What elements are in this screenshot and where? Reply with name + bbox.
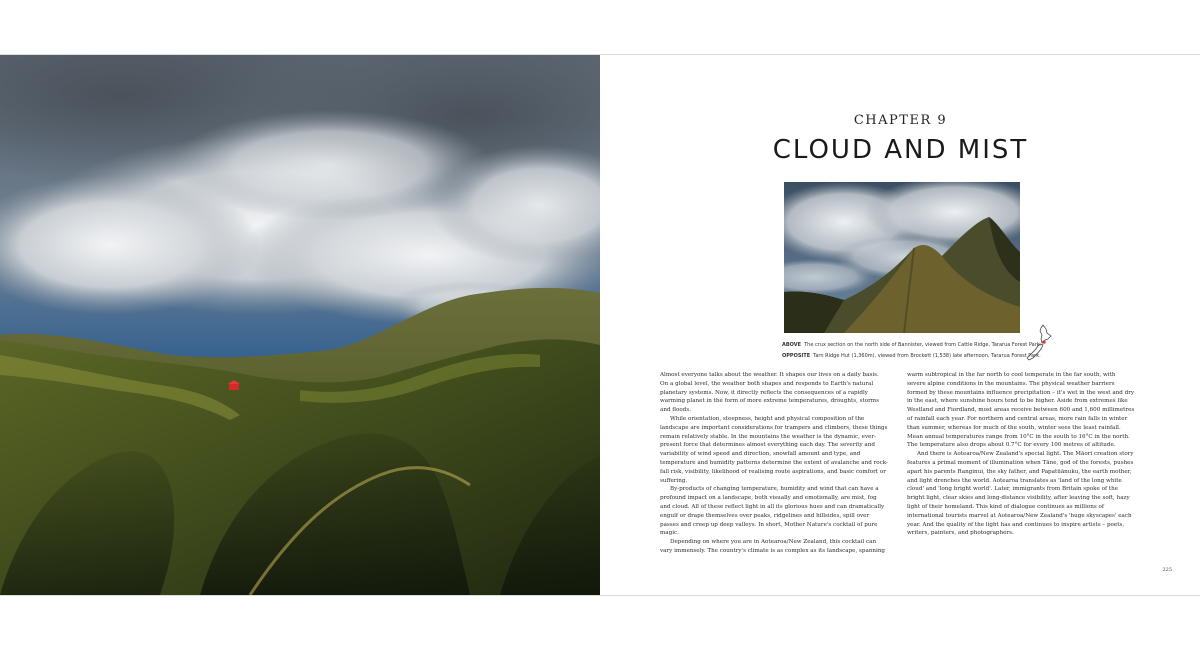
above-photo — [784, 182, 1020, 333]
paragraph: Depending on where you are in Aotearoa/New Zealand, this cocktail can vary immensely. The country's climate is as complex as its landscape, spanning — [660, 539, 886, 554]
caption-above — [782, 340, 1082, 351]
paragraph: Almost everyone talks about the weather. It shapes our lives on a daily basis. On a global level, the weather both shapes and responds to Earth's natural planetary systems. Now, it directly reflects the consequences of a rapidly warming planet in the form of more extreme temperatures, droughts, storms and floods. — [660, 372, 879, 414]
caption-text: Tarn Ridge Hut (1,360m), viewed from Brockett (1,538) late afternoon, Tararua Forest Park. — [813, 353, 1041, 359]
caption-label: ABOVE — [782, 342, 802, 348]
text-page — [601, 55, 1200, 595]
paragraph: By-products of changing temperature, humidity and wind that can have a profound impact on a landscape, both visually and emotionally, are mist, fog and cloud. All of these reflect light in all its glorious hues and can dramatically engulf or drape themselves over peaks, ridgelines and hillsides, spill over passes and creep up deep valleys. In short, Mother Nature's cocktail of pure magic. — [660, 486, 885, 537]
photo-captions — [782, 340, 1082, 362]
mountain-landscape-photo — [0, 55, 600, 595]
mountain-peak-photo — [784, 182, 1020, 333]
book-spread — [0, 54, 1200, 596]
paragraph: And there is Aotearoa/New Zealand's special light. The Māori creation story features a primal moment of illumination when Tāne, god of the forests, pushes apart his parents Ranginui, the sky father, and Papatūānuku, the earth mother, and light drenches the world. Aotearoa translates as 'land of the long white cloud' and 'long bright world'. Later, immigrants from Britain spoke of the bright light, clear skies and long-distance visibility, after leaving the soft, hazy light of their homeland. This kind of dialogue continues as millions of international tourists marvel at Aotearoa/New Zealand's 'huge skyscapes' each year. And the quality of the light has and continues to inspire artists – poets, writers, painters, and photographers. — [907, 451, 1134, 537]
caption-label: OPPOSITE — [782, 353, 811, 359]
paragraph: warm subtropical in the far north to cool temperate in the far south, with severe alpine conditions in the mountains. The physical weather barriers formed by these mountains influence precipitation – it's wet in the west and dry in the east, where sunshine hours tend to be higher. Aside from extremes like Westland and Fiordland, most areas receive between 600 and 1,600 millimetres of rainfall each year. For northern and central areas, more rain falls in winter than summer, whereas for much of the south, winter sees the least rainfall. Mean annual temperatures range from 10°C in the south to 16°C in the north. The temperature also drops about 0.7°C for every 100 metres of altitude. — [907, 372, 1135, 449]
chapter-number: CHAPTER 9 — [853, 113, 948, 128]
caption-opposite — [782, 351, 1082, 362]
body-column-right — [907, 371, 1135, 538]
paragraph: While orientation, steepness, height and physical composition of the landscape are important considerations for trampers and climbers, these things remain relatively stable. In the mountains the weather is the dynamic, ever-present force that determines almost everything each day. The severity and variability of wind speed and direction, snowfall amount and type, and temperature and humidity patterns determine the extent of avalanche and rock-fall risk, visibility, likelihood of realising route aspirations, and basic comfort or suffering. — [660, 415, 888, 484]
body-column-left — [660, 371, 888, 556]
chapter-title: CLOUD AND MIST — [772, 135, 1029, 165]
opposite-photo — [0, 55, 600, 595]
caption-text: The crux section on the north side of Bannister, viewed from Cattle Ridge, Tararua Forest Park. — [804, 342, 1042, 348]
page-number: 225 — [1162, 567, 1172, 573]
